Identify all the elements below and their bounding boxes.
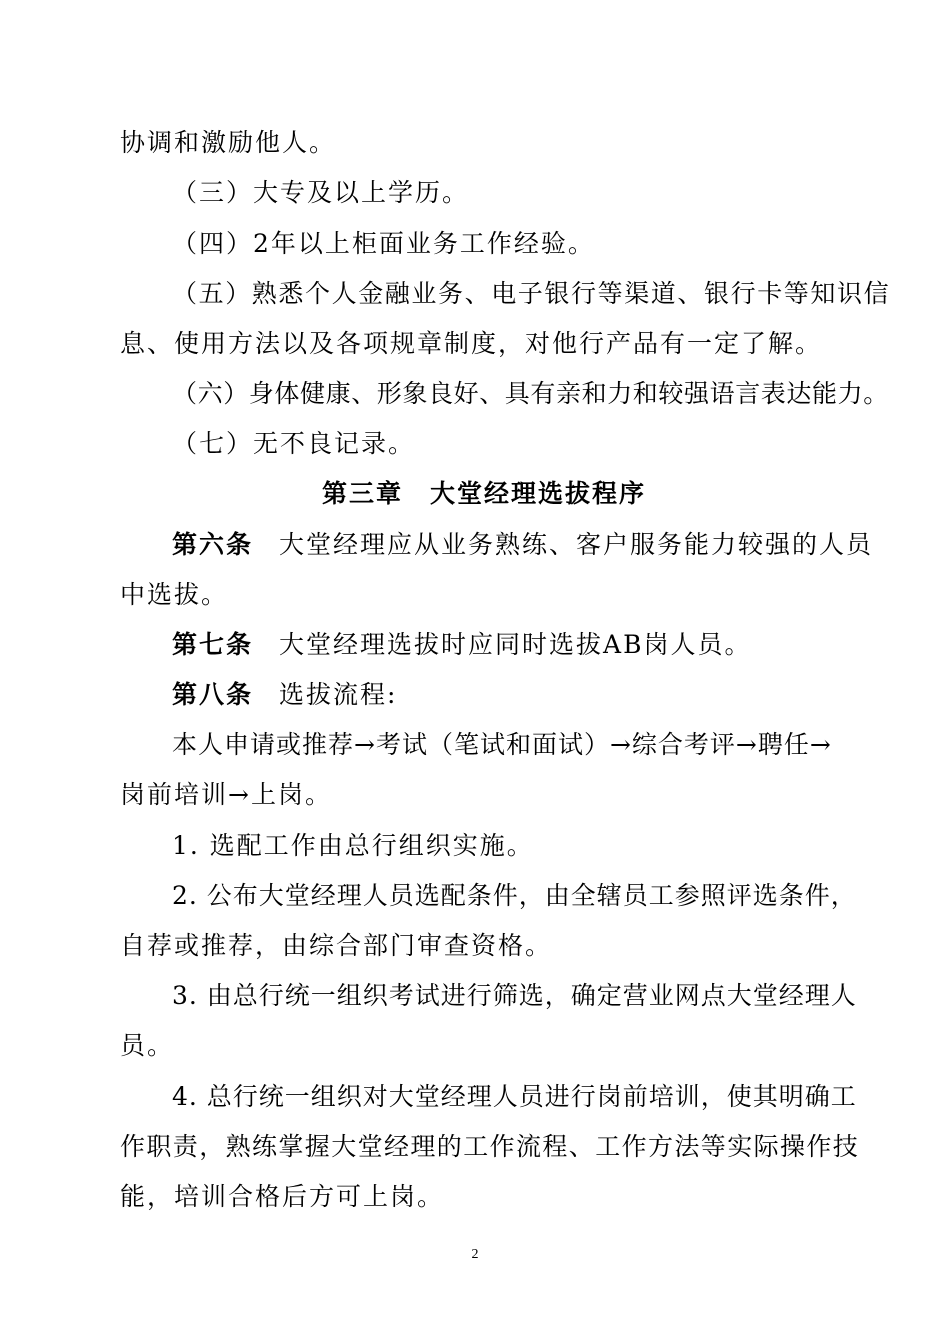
page-number: 2: [471, 1247, 479, 1262]
step-1: 1. 选配工作由总行组织实施。: [172, 831, 534, 860]
step-3-cont: 员。: [120, 1031, 175, 1060]
article-8-number: 第八条: [172, 680, 254, 709]
article-7-number: 第七条: [172, 630, 254, 659]
step-3: 3. 由总行统一组织考试进行筛选，确定营业网点大堂经理人: [172, 981, 857, 1010]
article-6-number: 第六条: [172, 530, 254, 559]
article-8-text: 选拔流程:: [279, 680, 398, 709]
article-7: [172, 628, 751, 662]
article-8: [172, 678, 397, 712]
list-item-3: （三）大专及以上学历。: [172, 178, 470, 207]
step-4-cont-2: 能，培训合格后方可上岗。: [120, 1182, 445, 1211]
chapter-title: 第三章 大堂经理选拔程序: [322, 479, 647, 508]
article-6-cont: 中选拔。: [120, 580, 229, 609]
list-item-4: （四）2年以上柜面业务工作经验。: [172, 229, 595, 258]
list-item-7: （七）无不良记录。: [172, 429, 416, 458]
step-2: 2. 公布大堂经理人员选配条件，由全辖员工参照评选条件，: [172, 881, 857, 910]
list-item-5-cont: 息、使用方法以及各项规章制度，对他行产品有一定了解。: [120, 329, 823, 358]
article-6: [172, 528, 873, 562]
step-2-cont: 自荐或推荐，由综合部门审查资格。: [120, 931, 553, 960]
list-item-5: （五）熟悉个人金融业务、电子银行等渠道、银行卡等知识信: [172, 279, 891, 308]
step-4-cont-1: 作职责，熟练掌握大堂经理的工作流程、工作方法等实际操作技: [120, 1132, 860, 1161]
list-item-6: （六）身体健康、形象良好、具有亲和力和较强语言表达能力。: [172, 379, 889, 408]
flow-line-cont: 岗前培训→上岗。: [120, 780, 332, 809]
article-6-text: 大堂经理应从业务熟练、客户服务能力较强的人员: [279, 530, 874, 559]
article-7-text: 大堂经理选拔时应同时选拔AB岗人员。: [279, 630, 752, 659]
step-4: 4. 总行统一组织对大堂经理人员进行岗前培训，使其明确工: [172, 1082, 857, 1111]
paragraph-line: 协调和激励他人。: [120, 128, 337, 157]
flow-line: 本人申请或推荐→考试（笔试和面试）→综合考评→聘任→: [172, 730, 832, 759]
